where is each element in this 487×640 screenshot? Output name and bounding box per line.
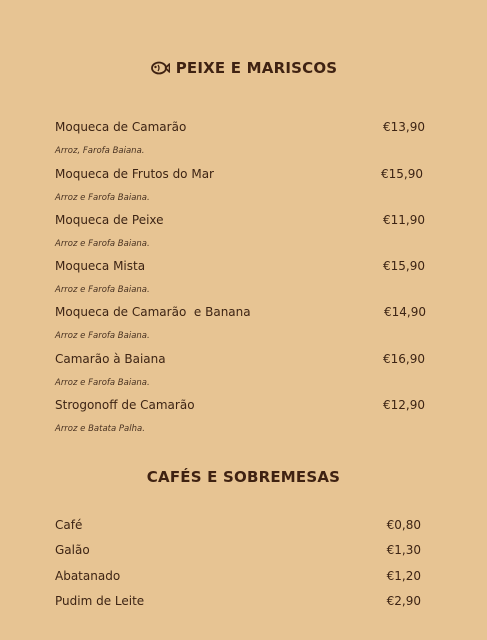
menu-item-name: Pudim de Leite [55, 594, 145, 608]
menu-item-description: Arroz e Farofa Baiana. [55, 239, 150, 249]
menu-item [55, 167, 425, 203]
menu-item-name: Strogonoff de Camarão [55, 398, 195, 412]
menu-item [55, 594, 425, 612]
menu-item-price: €13,90 [383, 120, 425, 134]
menu-item [55, 398, 425, 434]
menu-item [55, 120, 425, 156]
menu-item-name: Moqueca Mista [55, 259, 146, 273]
fish-icon [150, 60, 170, 80]
menu-item-price: €1,20 [386, 569, 421, 583]
section-title-desserts [0, 468, 487, 486]
menu-item-description: Arroz e Farofa Baiana. [55, 331, 150, 341]
menu-item-description: Arroz e Farofa Baiana. [55, 285, 150, 295]
menu-item-name: Camarão à Baiana [55, 352, 166, 366]
menu-item [55, 352, 425, 388]
menu-item-name: Abatanado [55, 569, 121, 583]
section-title-text: PEIXE E MARISCOS [175, 59, 338, 77]
menu-item-name: Moqueca de Camarão e Banana [55, 305, 251, 319]
menu-item-price: €1,30 [386, 543, 421, 557]
menu-item-price: €0,80 [386, 518, 421, 532]
section-title-text: CAFÉS E SOBREMESAS [146, 468, 341, 486]
menu-item-description: Arroz e Farofa Baiana. [55, 378, 150, 388]
menu-item [55, 213, 425, 249]
menu-item-price: €11,90 [383, 213, 425, 227]
menu-item-price: €14,90 [384, 305, 426, 319]
menu-item-name: Moqueca de Peixe [55, 213, 164, 227]
menu-item [55, 305, 426, 341]
menu-item [55, 543, 425, 561]
menu-item-name: Galão [55, 543, 90, 557]
menu-item-price: €16,90 [383, 352, 425, 366]
menu-item-price: €2,90 [386, 594, 421, 608]
menu-item [55, 259, 425, 295]
menu-item-price: €15,90 [381, 167, 423, 181]
menu-item-name: Moqueca de Camarão [55, 120, 187, 134]
menu-item-name: Café [55, 518, 83, 532]
menu-item-description: Arroz e Batata Palha. [55, 424, 145, 434]
menu-item-description: Arroz e Farofa Baiana. [55, 193, 150, 203]
menu-item-name: Moqueca de Frutos do Mar [55, 167, 214, 181]
menu-item [55, 518, 425, 536]
section-title-fish [0, 59, 487, 80]
menu-item-price: €12,90 [383, 398, 425, 412]
menu-item-description: Arroz, Farofa Baiana. [55, 146, 145, 156]
menu-item-price: €15,90 [383, 259, 425, 273]
menu-item [55, 569, 425, 587]
